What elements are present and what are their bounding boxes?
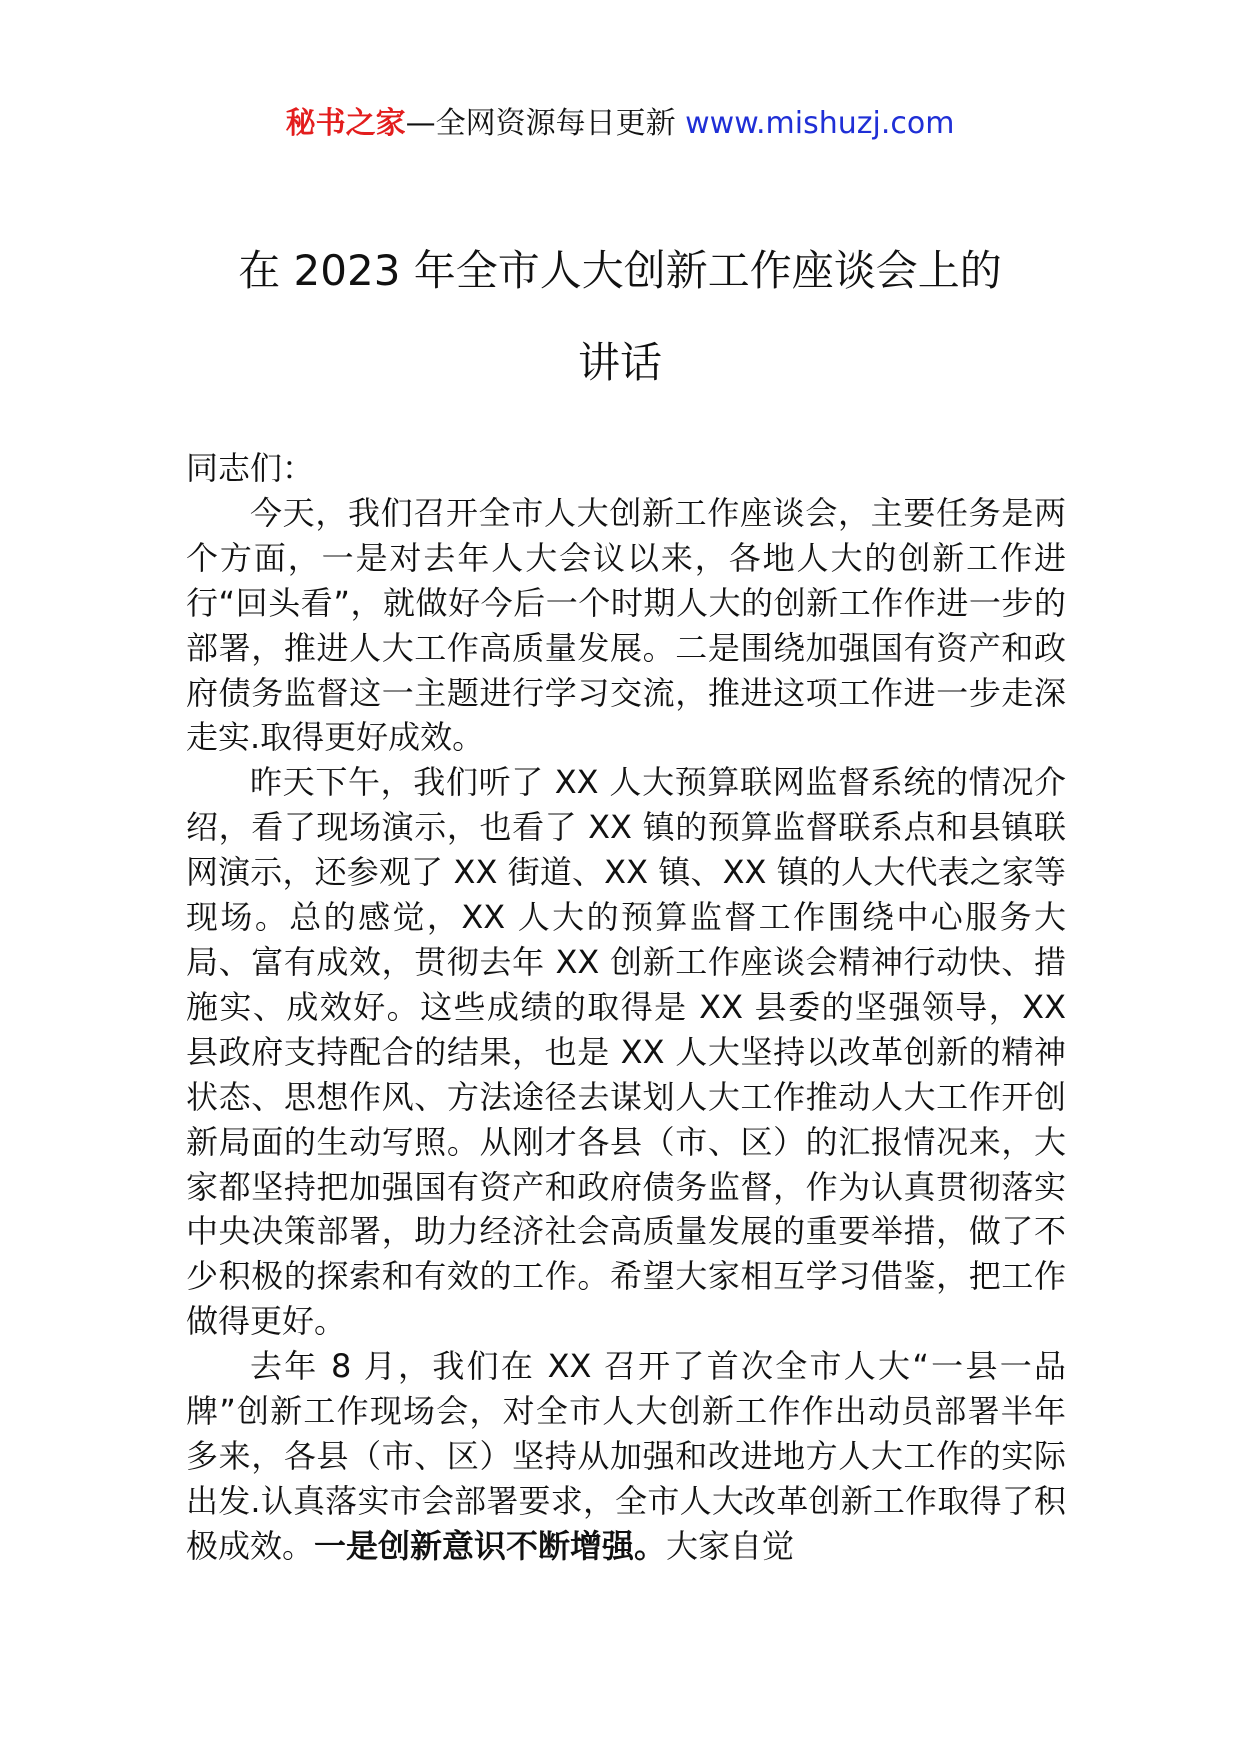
document-title-line-2: 讲话 [577,338,662,387]
site-url-link[interactable]: www.mishuzj.com [685,106,955,141]
document-title-line-1: 在 2023 年全市人大创新工作座谈会上的 [238,246,1002,295]
site-slogan: —全网资源每日更新 [405,106,686,141]
salutation: 同志们： [186,449,315,487]
site-brand: 秘书之家 [285,106,406,141]
document-body [186,446,1066,1569]
paragraph-3-emphasis: 一是创新意识不断增强。 [314,1526,667,1565]
paragraph-2: 昨天下午，我们听了 XX 人大预算联网监督系统的情况介绍，看了现场演示，也看了 XX 镇的预算监督联系点和县镇联网演示，还参观了 XX 街道、XX 镇、XX 镇的人大代表之家等现场。总的感觉，XX 人大的预算监督工作围绕中心服务大局、富有成效，贯彻去年 XX 创新工作座谈会精神行动快、措施实、成效好。这些成绩的取得是 XX 县委的坚强领导，XX 县政府支持配合的结果，也是 XX 人大坚持以改革创新的精神状态、思想作风、方法途径去谋划人大工作推动人大工作开创新局面的生动写照。从刚才各县（市、区）的汇报情况来，大家都坚持把加强国有资产和政府债务监督，作为认真贯彻落实中央决策部署，助力经济社会高质量发展的重要举措，做了不少积极的探索和有效的工作。希望大家相互学习借鉴，把工作做得更好。 [186,763,1066,1341]
site-header [0,104,1240,144]
paragraph-1: 今天，我们召开全市人大创新工作座谈会，主要任务是两个方面，一是对去年人大会议以来，各地人大的创新工作进行“回头看”，就做好今后一个时期人大的创新工作作进一步的部署，推进人大工作高质量发展。二是围绕加强国有资产和政府债务监督这一主题进行学习交流，推进这项工作进一步走深走实.取得更好成效。 [186,493,1066,757]
paragraph-3 [186,1344,1066,1569]
paragraph-3-text: 去年 8 月，我们在 XX 召开了首次全市人大“一县一品牌”创新工作现场会，对全市人大创新工作作出动员部署半年多来，各县（市、区）坚持从加强和改进地方人大工作的实际出发.认真落实市会部署要求，全市人大改革创新工作取得了积极成效。 [186,1347,1066,1565]
paragraph-3-tail: 大家自觉 [666,1526,795,1565]
